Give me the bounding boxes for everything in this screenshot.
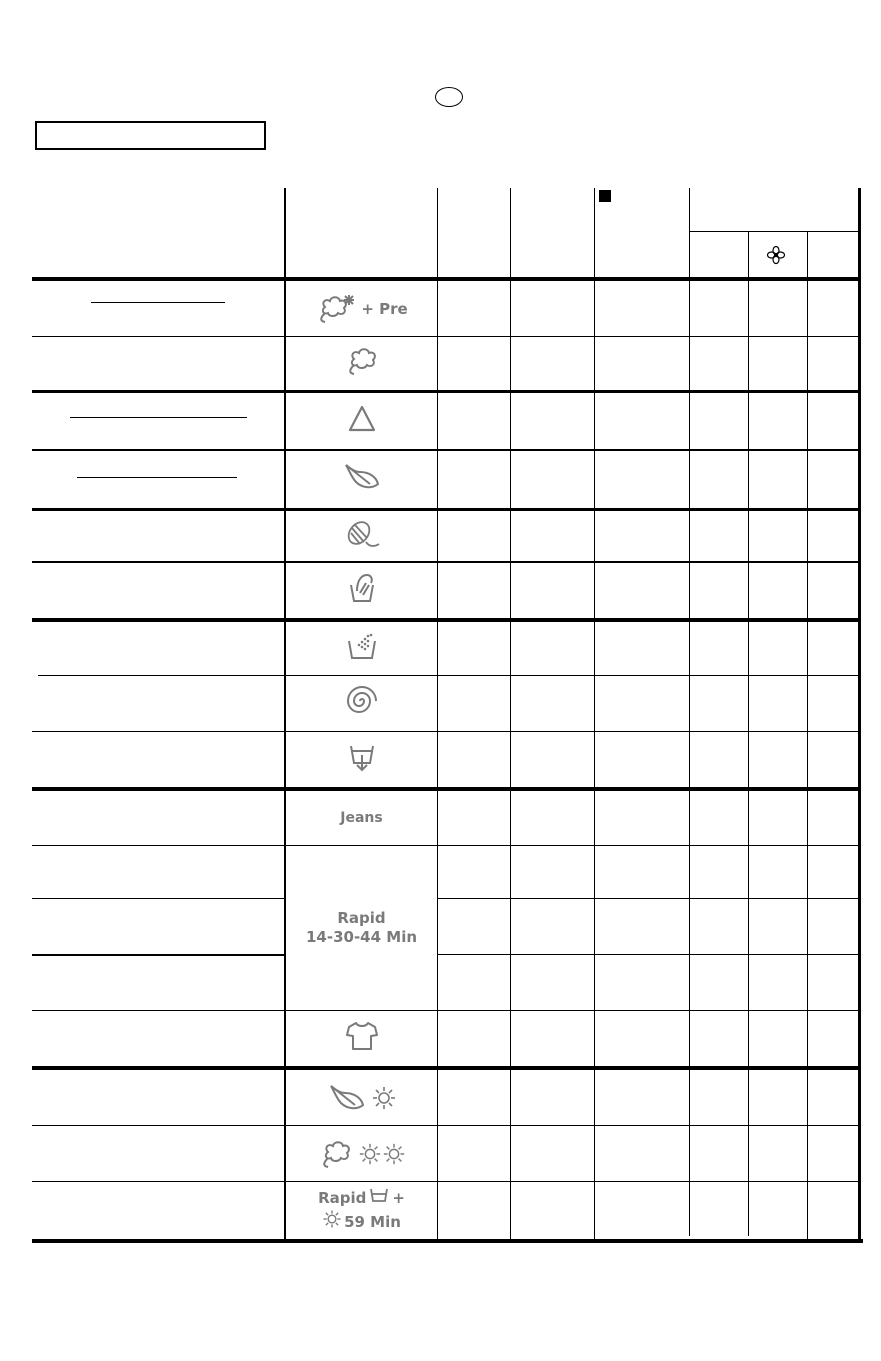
- program-symbol-delicates: [286, 451, 437, 508]
- program-symbol-dry-cotton: [286, 1126, 437, 1181]
- synthetics-triangle-icon: [347, 404, 377, 439]
- rinse-icon: [345, 631, 379, 666]
- program-symbol-rapid-wash-dry: [286, 1182, 437, 1239]
- row-line: [32, 898, 285, 899]
- program-symbol-cotton: [286, 337, 437, 390]
- row-line: [32, 618, 861, 622]
- program-symbol-rinse: [286, 622, 437, 675]
- row-line: [32, 787, 861, 791]
- row-line: [32, 731, 861, 732]
- wool-icon: [342, 516, 382, 557]
- row-line: [32, 845, 861, 846]
- spin-icon: [345, 684, 379, 723]
- program-symbol-jeans: [286, 791, 437, 845]
- row-line: [437, 898, 861, 899]
- feather-icon: [342, 462, 382, 497]
- program-symbol-dry-delicates: [286, 1070, 437, 1125]
- program-symbol-spin: [286, 676, 437, 731]
- row-line: [32, 508, 861, 511]
- row-line: [32, 561, 861, 563]
- table-bottom-rule: [32, 1239, 863, 1243]
- program-symbol-drain: [286, 732, 437, 787]
- prewash-label: + Pre: [361, 299, 408, 318]
- col-divider-1: [437, 188, 438, 1242]
- program-symbol-rapid: [286, 846, 437, 1010]
- col-divider-4: [689, 188, 690, 1236]
- row-line: [32, 954, 285, 956]
- program-symbol-synthetics: [286, 393, 437, 449]
- cotton-dry-icon: [318, 1139, 406, 1169]
- shirt-icon: [345, 1020, 379, 1057]
- hand-wash-icon: [347, 571, 377, 610]
- col-divider-2: [510, 188, 511, 1242]
- program-symbol-hand-wash: [286, 563, 437, 618]
- filled-square-icon: [599, 190, 611, 202]
- row-line: [38, 675, 861, 676]
- row-line: [32, 390, 861, 393]
- row-line: [32, 1010, 861, 1011]
- table-right-border: [858, 188, 861, 1242]
- cotton-icon: [344, 346, 380, 381]
- duration-label: 59 Min: [344, 1212, 401, 1231]
- drain-icon: [347, 741, 377, 778]
- plus-label: +: [392, 1188, 405, 1207]
- rapid-wash-dry-label: Rapid: [318, 1188, 367, 1207]
- row-line: [32, 1181, 861, 1182]
- sun-icon: [322, 1209, 342, 1235]
- tub-icon: [369, 1187, 389, 1209]
- header-subdivider: [689, 231, 861, 232]
- program-symbol-shirts: [286, 1011, 437, 1066]
- col-divider-6: [807, 231, 808, 1242]
- name-underline: [70, 417, 247, 418]
- row-line: [437, 954, 861, 955]
- header-bottom-rule: [32, 277, 861, 281]
- name-underline: [91, 302, 225, 303]
- jeans-label: Jeans: [340, 810, 383, 826]
- row-line: [32, 336, 861, 337]
- row-line: [32, 449, 861, 451]
- row-line: [32, 1125, 861, 1126]
- name-underline: [77, 477, 237, 478]
- rapid-label: Rapid 14-30-44 Min: [305, 909, 418, 946]
- flower-icon: [766, 245, 786, 265]
- cotton-prewash-icon: [315, 293, 359, 325]
- feather-dry-icon: [327, 1083, 397, 1113]
- row-line: [32, 1066, 861, 1070]
- col-divider-5: [748, 231, 749, 1236]
- program-symbol-cotton-prewash: [286, 281, 437, 336]
- col-divider-3: [594, 188, 595, 1242]
- program-symbol-wool: [286, 511, 437, 561]
